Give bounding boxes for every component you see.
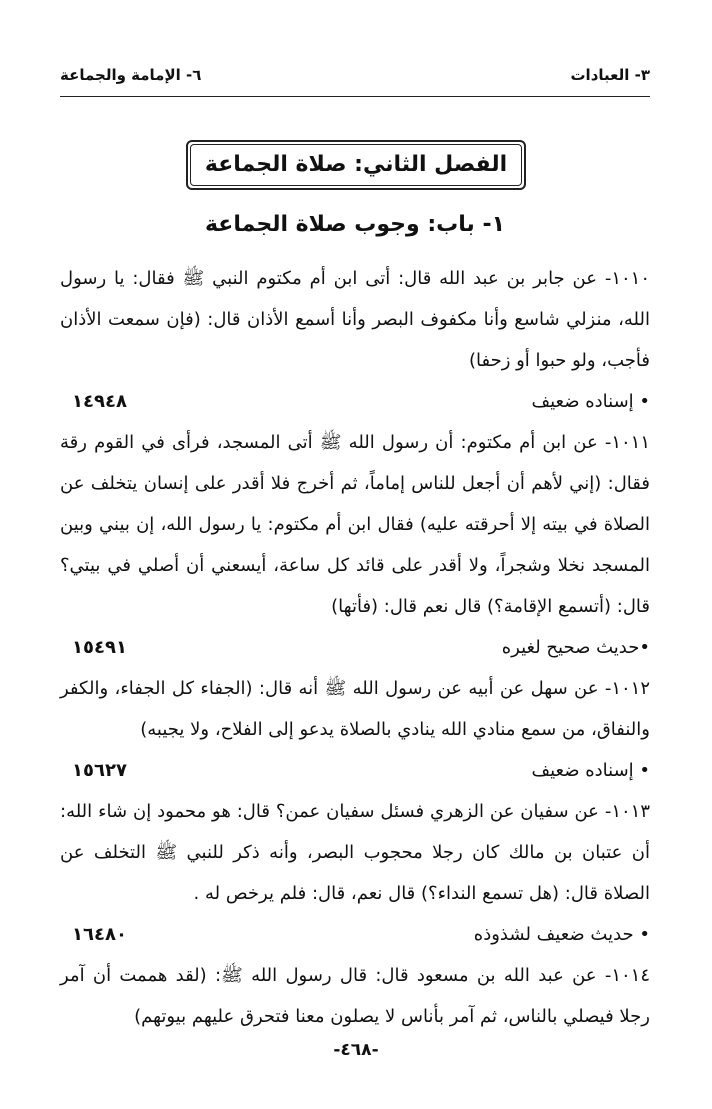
header-divider xyxy=(60,96,650,97)
running-header xyxy=(60,66,650,92)
hadith-text: ١٠١١- عن ابن أم مكتوم: أن رسول الله ﷺ أتى المسجد، فرأى في القوم رقة فقال: (إني لأهم أن أجعل للناس إماماً، ثم أخرج فلا أقدر على إنسان يتخلف عن الصلاة في بيته إلا أحرقته عليه) فقال ابن أم مكتوم: يا رسول الله، إن بيني وبين المسجد نخلا وشجراً، ولا أقدر على قائد كل ساعة، أيسعني أن أصلي في بيتي؟ قال: (أتسمع الإقامة؟) قال نعم قال: (فأتها) xyxy=(60,432,650,617)
chapter-title: الفصل الثاني: صلاة الجماعة xyxy=(190,144,522,186)
chapter-title-frame xyxy=(186,140,526,190)
hadith-reference-number: ١٦٤٨٠ xyxy=(72,924,127,945)
hadith-text: ١٠١٠- عن جابر بن عبد الله قال: أتى ابن أم مكتوم النبي ﷺ فقال: يا رسول الله، منزلي شاسع وأنا مكفوف البصر وأنا أسمع الأذان قال: (فإن سمعت الأذان فأجب، ولو حبوا أو زحفا) xyxy=(60,268,650,371)
hadith-grade: • إسناده ضعيف xyxy=(531,760,650,781)
header-book-section: ٣- العبادات xyxy=(570,66,650,84)
hadith-text: ١٠١٤- عن عبد الله بن مسعود قال: قال رسول الله ﷺ: (لقد هممت أن آمر رجلا فيصلي بالناس، ثم آمر بأناس لا يصلون معنا فتحرق عليهم بيوتهم) xyxy=(60,965,650,1027)
hadith-grade-line xyxy=(60,627,650,668)
section-title: ١- باب: وجوب صلاة الجماعة xyxy=(204,212,506,237)
hadith-grade-line xyxy=(60,914,650,955)
hadith-list xyxy=(60,258,650,1037)
hadith-grade: • إسناده ضعيف xyxy=(531,391,650,412)
hadith-reference-number: ١٤٩٤٨ xyxy=(72,391,127,412)
hadith-grade: • حديث ضعيف لشذوذه xyxy=(473,924,650,945)
hadith-text: ١٠١٢- عن سهل عن أبيه عن رسول الله ﷺ أنه قال: (الجفاء كل الجفاء، والكفر والنفاق، من سمع منادي الله ينادي بالصلاة يدعو إلى الفلاح، ولا يجيبه) xyxy=(60,678,650,740)
hadith-reference-number: ١٥٦٢٧ xyxy=(72,760,127,781)
hadith-reference-number: ١٥٤٩١ xyxy=(72,637,127,658)
header-chapter: ٦- الإمامة والجماعة xyxy=(60,66,202,84)
hadith-grade-line xyxy=(60,381,650,422)
hadith-grade-line xyxy=(60,750,650,791)
hadith-text: ١٠١٣- عن سفيان عن الزهري فسئل سفيان عمن؟ قال: هو محمود إن شاء الله: أن عتبان بن مالك كان رجلا محجوب البصر، وأنه ذكر للنبي ﷺ التخلف عن الصلاة قال: (هل تسمع النداء؟) قال نعم، قال: فلم يرخص له . xyxy=(60,801,650,904)
page-number: -٤٦٨- xyxy=(333,1040,379,1060)
hadith-grade: •حديث صحيح لغيره xyxy=(501,637,650,658)
